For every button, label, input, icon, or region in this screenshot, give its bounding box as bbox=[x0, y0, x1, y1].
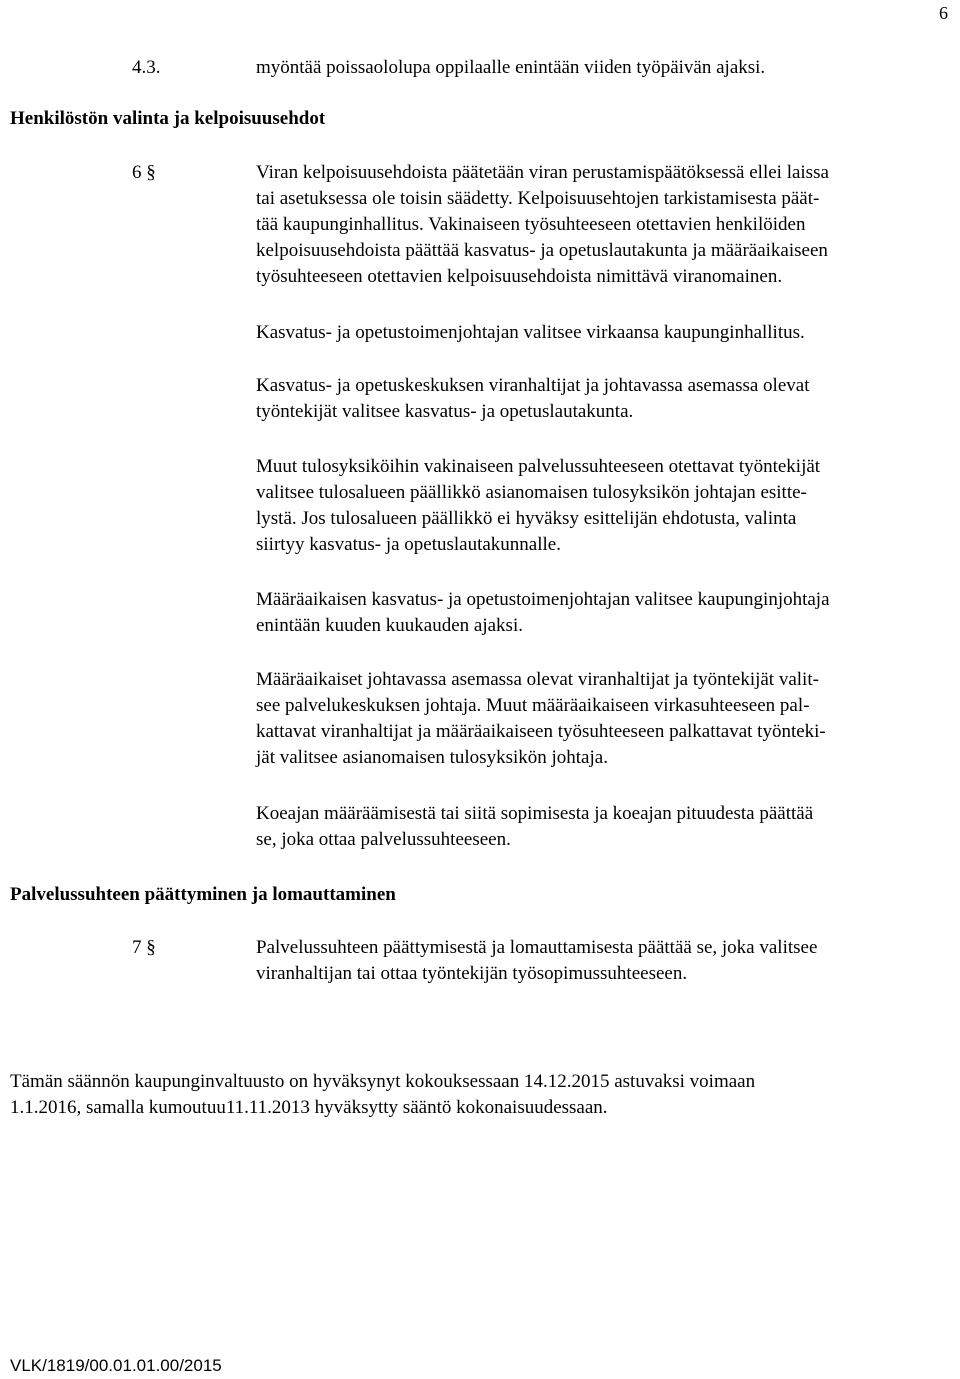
paragraph-6 bbox=[256, 667, 956, 771]
paragraph-line: valitsee tulosalueen päällikkö asianomaisen tulosyksikön johtajan esitte- bbox=[256, 482, 807, 503]
paragraph-5 bbox=[256, 587, 956, 639]
approval-note-line: 1.1.2016, samalla kumoutuu11.11.2013 hyväksytty sääntö kokonaisuudessaan. bbox=[10, 1097, 608, 1118]
paragraph-line: lystä. Jos tulosalueen päällikkö ei hyväksy esittelijän ehdotusta, valinta bbox=[256, 508, 797, 529]
paragraph-line: Palvelussuhteen päättymisestä ja lomauttamisesta päättää se, joka valitsee bbox=[256, 937, 818, 958]
document-code: VLK/1819/00.01.01.00/2015 bbox=[10, 1356, 222, 1375]
paragraph-2 bbox=[256, 320, 956, 346]
paragraph-7 bbox=[256, 801, 956, 853]
paragraph-8 bbox=[256, 935, 956, 987]
paragraph-line: jät valitsee asianomaisen tulosyksikön johtaja. bbox=[256, 747, 608, 768]
paragraph-line: Muut tulosyksiköihin vakinaiseen palvelussuhteeseen otettavat työntekijät bbox=[256, 456, 821, 477]
paragraph-line: Viran kelpoisuusehdoista päätetään viran perustamispäätöksessä ellei laissa bbox=[256, 162, 829, 183]
paragraph-line: viranhaltijan tai ottaa työntekijän työsopimussuhteeseen. bbox=[256, 963, 688, 984]
approval-note bbox=[10, 1069, 955, 1121]
paragraph-line: Määräaikaisen kasvatus- ja opetustoimenjohtajan valitsee kaupunginjohtaja bbox=[256, 589, 830, 610]
paragraph-line: tää kaupunginhallitus. Vakinaiseen työsuhteeseen otettavien henkilöiden bbox=[256, 214, 806, 235]
approval-note-line: Tämän säännön kaupunginvaltuusto on hyväksynyt kokouksessaan 14.12.2015 astuvaksi voimaan bbox=[10, 1071, 756, 1092]
paragraph-3 bbox=[256, 373, 956, 425]
section-number-7: 7 § bbox=[132, 937, 156, 958]
section-number-6: 6 § bbox=[132, 162, 156, 183]
item-number: 4.3. bbox=[132, 57, 161, 78]
paragraph-line: Kasvatus- ja opetuskeskuksen viranhaltijat ja johtavassa asemassa olevat bbox=[256, 375, 810, 396]
paragraph-line: Määräaikaiset johtavassa asemassa olevat viranhaltijat ja työntekijät valit- bbox=[256, 669, 819, 690]
item-text: myöntää poissaololupa oppilaalle enintään viiden työpäivän ajaksi. bbox=[256, 57, 766, 78]
paragraph-line: tai asetuksessa ole toisin säädetty. Kelpoisuusehtojen tarkistamisesta päät- bbox=[256, 188, 820, 209]
paragraph-line: kelpoisuusehdoista päättää kasvatus- ja opetuslautakunta ja määräaikaiseen bbox=[256, 240, 828, 261]
paragraph-line: työsuhteeseen otettavien kelpoisuusehdoista nimittävä viranomainen. bbox=[256, 266, 783, 287]
paragraph-4 bbox=[256, 454, 956, 558]
paragraph-line: Kasvatus- ja opetustoimenjohtajan valitsee virkaansa kaupunginhallitus. bbox=[256, 322, 805, 343]
paragraph-line: siirtyy kasvatus- ja opetuslautakunnalle. bbox=[256, 534, 561, 555]
section-heading-henkilosto: Henkilöstön valinta ja kelpoisuusehdot bbox=[10, 108, 326, 129]
section-heading-palvelussuhde: Palvelussuhteen päättyminen ja lomauttaminen bbox=[10, 884, 396, 905]
paragraph-1 bbox=[256, 160, 956, 290]
paragraph-line: Koeajan määräämisestä tai siitä sopimisesta ja koeajan pituudesta päättää bbox=[256, 803, 814, 824]
paragraph-line: see palvelukeskuksen johtaja. Muut määräaikaiseen virkasuhteeseen pal- bbox=[256, 695, 810, 716]
paragraph-line: enintään kuuden kuukauden ajaksi. bbox=[256, 615, 523, 636]
paragraph-line: se, joka ottaa palvelussuhteeseen. bbox=[256, 829, 511, 850]
paragraph-line: työntekijät valitsee kasvatus- ja opetuslautakunta. bbox=[256, 401, 634, 422]
paragraph-line: kattavat viranhaltijat ja määräaikaiseen työsuhteeseen palkattavat työnteki- bbox=[256, 721, 826, 742]
page-number: 6 bbox=[939, 3, 948, 23]
